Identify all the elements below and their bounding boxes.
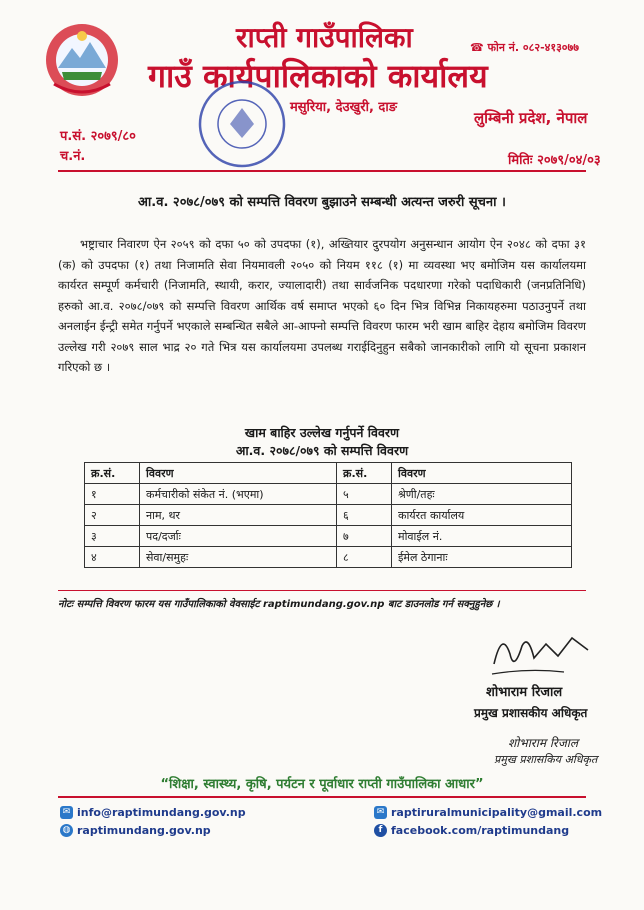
col-header-detail: विवरण [392,463,572,484]
cell-detail: ईमेल ठेगानाः [392,547,572,568]
cell-sn: १ [85,484,140,505]
footer-email-link[interactable] [60,806,246,819]
envelope-details-table [84,462,572,568]
col-header-sn: क्र.सं. [85,463,140,484]
stamp-name: शोभाराम रिजाल [508,736,578,750]
footer-website-link[interactable] [60,824,211,837]
table-heading: खाम बाहिर उल्लेख गर्नुपर्ने विवरण [244,425,400,440]
stamp-position: प्रमुख प्रशासकिय अधिकृत [494,753,598,766]
letter-date: मितिः २०७९/०४/०३ [508,153,601,168]
globe-icon: ◍ [60,824,73,837]
cell-sn: २ [85,505,140,526]
table-header-row [85,463,572,484]
cell-sn: ५ [337,484,392,505]
handwritten-signature-icon [488,624,598,680]
notice-subject: आ.व. २०७८/०७९ को सम्पत्ति विवरण बुझाउने सम्बन्धी अत्यन्त जरुरी सूचना । [138,195,506,210]
footer-divider [58,796,586,798]
cell-detail: श्रेणी/तहः [392,484,572,505]
facebook-icon: f [374,824,387,837]
email-icon: ✉ [60,806,73,819]
office-seal-icon [196,78,288,170]
cell-detail: मोवाईल नं. [392,526,572,547]
cell-sn: ८ [337,547,392,568]
header-divider [58,170,586,172]
email-text: info@raptimundang.gov.np [77,806,246,819]
cell-sn: ३ [85,526,140,547]
cell-sn: ४ [85,547,140,568]
footer-facebook-link[interactable] [374,824,569,837]
dispatch-number: च.नं. [60,149,86,164]
phone-number [470,40,579,55]
cell-sn: ६ [337,505,392,526]
download-note: नोटः सम्पत्ति विवरण फारम यस गाउँपालिकाको वेवसाईट raptimundang.gov.np बाट डाउनलोड गर्न सक्नुहुनेछ । [58,599,500,610]
cell-detail: सेवा/समुहः [140,547,337,568]
province: लुम्बिनी प्रदेश, नेपाल [474,109,588,127]
table-row [85,505,572,526]
table-row [85,526,572,547]
cell-detail: नाम, थर [140,505,337,526]
cell-detail: पद/दर्जाः [140,526,337,547]
email-icon: ✉ [374,806,387,819]
col-header-sn: क्र.सं. [337,463,392,484]
signatory-name: शोभाराम रिजाल [486,685,563,700]
col-header-detail: विवरण [140,463,337,484]
signatory-position: प्रमुख प्रशासकीय अधिकृत [474,706,588,720]
municipality-name: राप्ती गाउँपालिका [236,21,413,54]
address: मसुरिया, देउखुरी, दाङ [290,100,397,115]
table-row [85,547,572,568]
motto: “शिक्षा, स्वास्थ्य, कृषि, पर्यटन र पूर्वाधार राप्ती गाउँपालिका आधार” [160,777,484,792]
reference-number: प.सं. २०७९/८० [60,129,136,144]
table-row [85,484,572,505]
cell-sn: ७ [337,526,392,547]
facebook-text: facebook.com/raptimundang [391,824,570,837]
phone-icon: ☎ [470,41,484,54]
cell-detail: कर्मचारीको संकेत नं. (भएमा) [140,484,337,505]
note-divider [58,590,586,591]
phone-text: फोन नं. ०८२-४१३०७७ [487,41,579,54]
website-text: raptimundang.gov.np [77,824,211,837]
office-name: गाउँ कार्यपालिकाको कार्यालय [148,57,488,95]
notice-body: भष्ट्राचार निवारण ऐन २०५९ को दफा ५० को उपदफा (१), अख्तियार दुरपयोग अनुसन्धान आयोग ऐन २०४८ को दफा ३१ (क) को उपदफा (१) तथा निजामति सेवा नियमावली २०५० को नियम ११८ (१) मा व्यवस्था भए बमोजिम यस कार्यालयमा कार्यरत सम्पूर्ण कर्मचारी (निजामति, स्थायी, करार, ज्यालादारी) तथा सार्वजनिक पदधारणा गरेको पदाधिकारी (जनप्रतिनिधि) हरुको आ.व. २०७८/०७९ को सम्पत्ति विवरण आर्थिक वर्ष समाप्त भएको ६० दिन भित्र विभिन्न निकायहरुमा पठाउनुपर्ने तथा अनलाईन ईन्ट्री समेत गर्नुपर्ने भएकाले सम्बन्धित सबैले आ-आफ्नो सम्पत्ति विवरण फारम भरी खाम बाहिर देहाय बमोजिम विवरण उल्लेख गरी २०७९ साल भाद्र २० गते भित्र यस कार्यालयमा उपलब्ध गराईदिनुहुन सबैको जानकारीको लागि यो सूचना प्रकाशन गरिएको छ । [58,237,586,374]
table-subheading: आ.व. २०७८/०७९ को सम्पत्ति विवरण [235,443,409,458]
footer-gmail-link[interactable] [374,806,602,819]
nepal-emblem-icon [40,18,124,100]
cell-detail: कार्यरत कार्यालय [392,505,572,526]
email-text: raptiruralmunicipality@gmail.com [391,806,603,819]
